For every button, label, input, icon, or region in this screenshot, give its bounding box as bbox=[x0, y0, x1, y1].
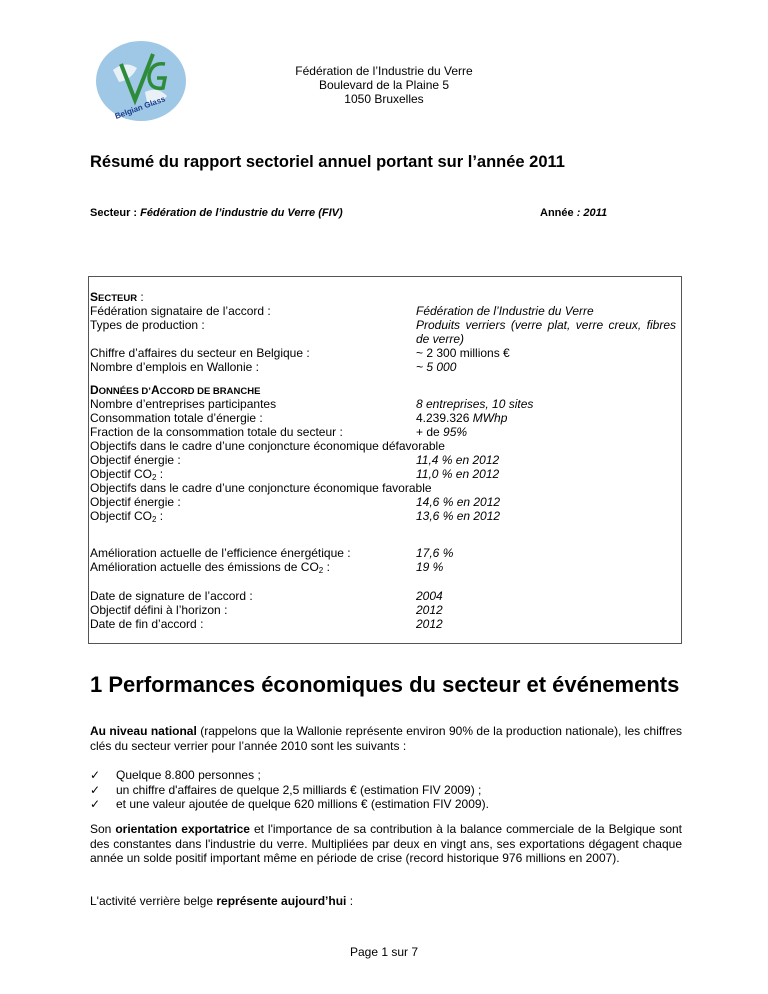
section-heading: 1 Performances économiques du secteur et événements bbox=[90, 672, 680, 697]
logo-text: Belgian Glass bbox=[113, 94, 167, 121]
address-line: 1050 Bruxelles bbox=[344, 92, 424, 106]
annee-value: : 2011 bbox=[576, 207, 608, 219]
row-label: Nombre d’emplois en Wallonie : bbox=[90, 360, 259, 374]
paragraph: Son orientation exportatrice et l'importance de sa contribution à la balance commerciale de la Belgique sont des constantes dans l'industrie du verre. Multipliées par deux en vingt ans, ses exportations dégagent chaque année un solde positif important même en période de crise (record historique 976 millions en 2007). bbox=[90, 822, 683, 865]
row-label: Date de signature de l’accord : bbox=[90, 589, 253, 603]
annee-label: Année bbox=[540, 207, 577, 219]
address-line: Boulevard de la Plaine 5 bbox=[318, 78, 450, 92]
page-footer: Page 1 sur 7 bbox=[349, 945, 419, 959]
list-item: ✓ un chiffre d'affaires de quelque 2,5 milliards € (estimation FIV 2009) ; bbox=[90, 782, 482, 797]
row-value: ~ 2 300 millions € bbox=[416, 346, 510, 360]
row-value: 4.239.326 MWhp bbox=[416, 411, 508, 425]
annee-line bbox=[540, 207, 607, 219]
secteur-label: Secteur : bbox=[90, 207, 141, 219]
list-item: ✓ Quelque 8.800 personnes ; bbox=[90, 768, 261, 782]
row-value: 14,6 % en 2012 bbox=[416, 495, 501, 509]
row-label: Date de fin d’accord : bbox=[90, 617, 204, 631]
check-icon: ✓ bbox=[90, 768, 101, 782]
row-value: 11,4 % en 2012 bbox=[416, 453, 500, 467]
objectifs-defavorable: Objectifs dans le cadre d’une conjoncture économique défavorable bbox=[90, 439, 445, 453]
row-value: 2004 bbox=[416, 589, 443, 603]
list-item: ✓ et une valeur ajoutée de quelque 620 millions € (estimation FIV 2009). bbox=[90, 797, 489, 811]
row-value: Produits verriers (verre plat, verre creux, fibres de verre) bbox=[416, 318, 676, 346]
secteur-line bbox=[90, 207, 343, 219]
secteur-value: Fédération de l’industrie du Verre (FIV) bbox=[140, 207, 343, 219]
row-value: 2012 bbox=[416, 603, 443, 617]
row-value: Fédération de l’Industrie du Verre bbox=[416, 304, 594, 318]
address-line: Fédération de l’Industrie du Verre bbox=[295, 64, 473, 78]
row-label: Objectif énergie : bbox=[90, 495, 181, 509]
row-label: Objectif défini à l’horizon : bbox=[90, 603, 228, 617]
row-label: Chiffre d’affaires du secteur en Belgique : bbox=[90, 346, 310, 360]
sender-address bbox=[0, 64, 768, 106]
row-label: Objectif énergie : bbox=[90, 453, 181, 467]
row-label: Consommation totale d’énergie : bbox=[90, 411, 263, 425]
row-value: + de 95% bbox=[416, 425, 468, 439]
row-label: Amélioration actuelle des émissions de $CO_2$ : bbox=[90, 560, 330, 575]
secteur-heading: SECTEUR : bbox=[90, 290, 144, 304]
document-title: Résumé du rapport sectoriel annuel portant sur l’année 2011 bbox=[90, 153, 565, 171]
row-value: 17,6 % bbox=[416, 546, 454, 560]
row-value: 13,6 % en 2012 bbox=[416, 509, 501, 523]
row-value: 8 entreprises, 10 sites bbox=[416, 397, 534, 411]
paragraph: Au niveau national (rappelons que la Wallonie représente environ 90% de la production nationale), les chiffres clés du secteur verrier pour l’année 2010 sont les suivants : bbox=[90, 724, 682, 753]
check-icon: ✓ bbox=[90, 782, 101, 797]
check-icon: ✓ bbox=[90, 797, 101, 811]
objectifs-favorable: Objectifs dans le cadre d’une conjoncture économique favorable bbox=[90, 481, 432, 495]
row-value: 11,0 % en 2012 bbox=[416, 467, 500, 481]
row-value: 2012 bbox=[416, 617, 443, 631]
row-label: Objectif $CO_2$ : bbox=[90, 509, 164, 524]
row-label: Amélioration actuelle de l’efficience énergétique : bbox=[90, 546, 351, 560]
donnees-heading: DONNÉES D’ACCORD DE BRANCHE bbox=[90, 383, 261, 397]
row-label: Nombre d’entreprises participantes bbox=[90, 397, 277, 411]
row-label: Objectif $CO_2$ : bbox=[90, 467, 164, 482]
row-label: Fédération signataire de l’accord : bbox=[90, 304, 271, 318]
row-label: Types de production : bbox=[90, 318, 205, 332]
paragraph: L'activité verrière belge représente aujourd’hui : bbox=[90, 894, 354, 908]
row-value: 19 % bbox=[416, 560, 444, 574]
bullet-list bbox=[90, 768, 489, 812]
row-value: ~ 5 000 bbox=[416, 360, 457, 374]
row-label: Fraction de la consommation totale du secteur : bbox=[90, 425, 343, 439]
